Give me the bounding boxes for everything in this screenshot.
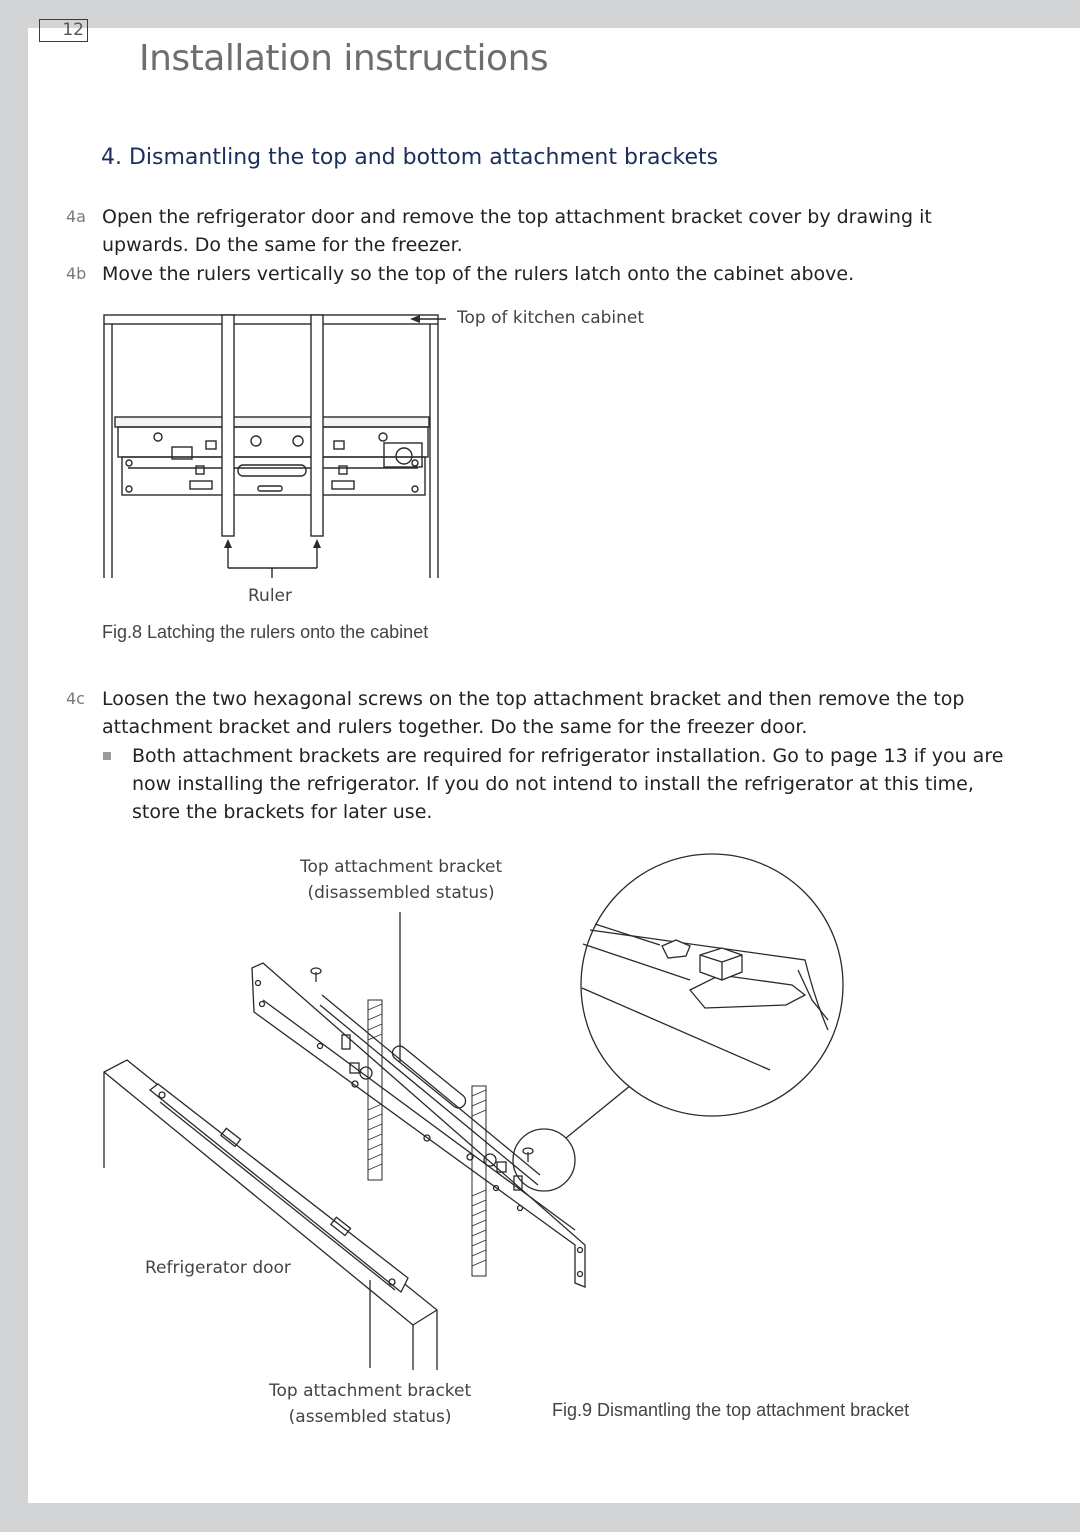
step-label: 4b — [66, 264, 87, 283]
label-top-of-kitchen-cabinet: Top of kitchen cabinet — [457, 308, 645, 328]
step-label: 4c — [66, 689, 85, 708]
page-number: 12 — [39, 19, 88, 42]
page-title: Installation instructions — [139, 38, 549, 79]
label-line: Top attachment bracket — [300, 857, 503, 877]
note-text: Both attachment brackets are required for refrigerator installation. Go to page 13 if you are now installing the refrigerator. If you do not intend to install the refrigerator at this time, store the brackets for later use. — [132, 745, 1004, 823]
step-text: Open the refrigerator door and remove the top attachment bracket cover by drawing it upwards. Do the same for the freezer. — [102, 206, 932, 256]
step-label: 4a — [66, 207, 86, 226]
label-line: Top attachment bracket — [269, 1381, 472, 1401]
label-line: (assembled status) — [288, 1407, 452, 1427]
label-refrigerator-door: Refrigerator door — [145, 1258, 291, 1278]
label-bracket-assembled — [269, 1378, 471, 1430]
figure-9-caption: Fig.9 Dismantling the top attachment bracket — [552, 1400, 910, 1420]
step-text: Loosen the two hexagonal screws on the top attachment bracket and then remove the top attachment bracket and rulers together. Do the same for the freezer door. — [102, 688, 965, 738]
label-line: (disassembled status) — [307, 883, 495, 903]
label-bracket-disassembled — [300, 854, 502, 906]
step-text: Move the rulers vertically so the top of the rulers latch onto the cabinet above. — [102, 263, 855, 285]
figure-8-caption: Fig.8 Latching the rulers onto the cabinet — [102, 622, 429, 642]
label-ruler: Ruler — [248, 586, 292, 606]
section-heading: 4. Dismantling the top and bottom attachment brackets — [101, 145, 719, 170]
